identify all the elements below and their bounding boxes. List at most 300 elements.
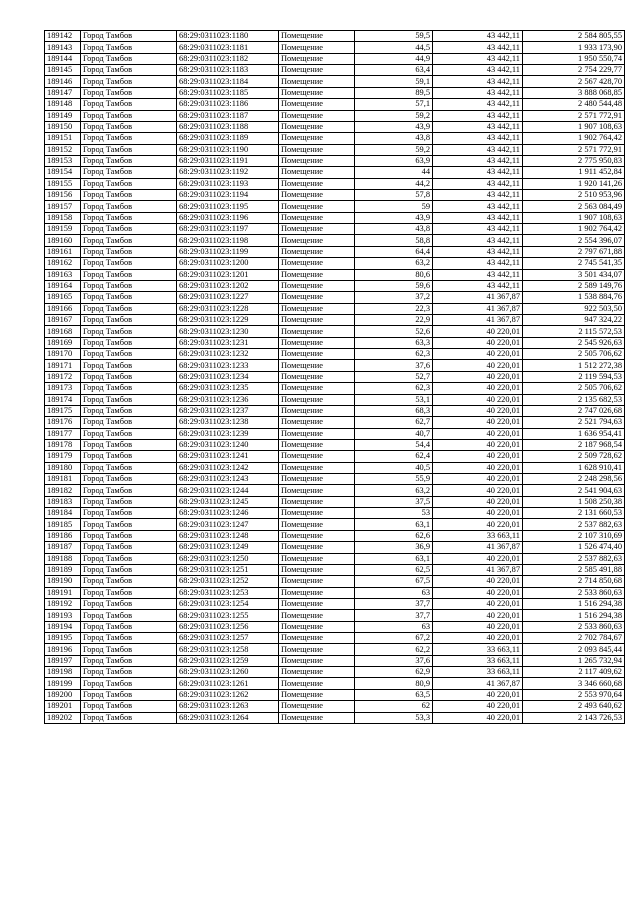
city-cell: Город Тамбов [81,553,177,564]
table-row [45,178,625,189]
table-row [45,530,625,541]
object-type-cell: Помещение [279,360,355,371]
object-type-cell: Помещение [279,349,355,360]
unit-value-cell: 43 442,11 [433,155,523,166]
city-cell: Город Тамбов [81,201,177,212]
object-type-cell: Помещение [279,133,355,144]
unit-value-cell: 40 220,01 [433,576,523,587]
object-type-cell: Помещение [279,280,355,291]
area-cell: 62,3 [355,383,433,394]
table-row [45,451,625,462]
city-cell: Город Тамбов [81,31,177,42]
city-cell: Город Тамбов [81,689,177,700]
row-id-cell: 189189 [45,564,81,575]
object-type-cell: Помещение [279,496,355,507]
row-id-cell: 189178 [45,439,81,450]
table-row [45,201,625,212]
cadastral-number-cell: 68:29:0311023:1229 [177,314,279,325]
cadastral-value-cell: 2 505 706,62 [523,383,625,394]
cadastral-value-cell: 2 187 968,54 [523,439,625,450]
area-cell: 64,4 [355,246,433,257]
row-id-cell: 189145 [45,65,81,76]
row-id-cell: 189195 [45,633,81,644]
cadastral-number-cell: 68:29:0311023:1198 [177,235,279,246]
row-id-cell: 189202 [45,712,81,723]
cadastral-number-cell: 68:29:0311023:1246 [177,508,279,519]
cadastral-value-cell: 1 902 764,42 [523,224,625,235]
object-type-cell: Помещение [279,610,355,621]
cadastral-value-cell: 2 480 544,48 [523,99,625,110]
area-cell: 53 [355,508,433,519]
area-cell: 80,9 [355,678,433,689]
object-type-cell: Помещение [279,417,355,428]
cadastral-value-cell: 1 526 474,40 [523,542,625,553]
cadastral-value-cell: 1 933 173,90 [523,42,625,53]
row-id-cell: 189173 [45,383,81,394]
city-cell: Город Тамбов [81,485,177,496]
table-row [45,553,625,564]
city-cell: Город Тамбов [81,144,177,155]
area-cell: 53,3 [355,712,433,723]
cadastral-number-cell: 68:29:0311023:1256 [177,621,279,632]
unit-value-cell: 40 220,01 [433,701,523,712]
area-cell: 43,8 [355,224,433,235]
area-cell: 62,9 [355,667,433,678]
object-type-cell: Помещение [279,667,355,678]
row-id-cell: 189148 [45,99,81,110]
area-cell: 59,2 [355,144,433,155]
table-row [45,644,625,655]
cadastral-number-cell: 68:29:0311023:1260 [177,667,279,678]
object-type-cell: Помещение [279,519,355,530]
cadastral-number-cell: 68:29:0311023:1188 [177,121,279,132]
object-type-cell: Помещение [279,485,355,496]
row-id-cell: 189177 [45,428,81,439]
object-type-cell: Помещение [279,712,355,723]
cadastral-number-cell: 68:29:0311023:1199 [177,246,279,257]
unit-value-cell: 43 442,11 [433,31,523,42]
table-row [45,485,625,496]
city-cell: Город Тамбов [81,371,177,382]
area-cell: 43,8 [355,133,433,144]
cadastral-number-cell: 68:29:0311023:1250 [177,553,279,564]
unit-value-cell: 43 442,11 [433,99,523,110]
object-type-cell: Помещение [279,655,355,666]
area-cell: 37,5 [355,496,433,507]
object-type-cell: Помещение [279,633,355,644]
city-cell: Город Тамбов [81,644,177,655]
unit-value-cell: 40 220,01 [433,621,523,632]
object-type-cell: Помещение [279,451,355,462]
table-row [45,280,625,291]
object-type-cell: Помещение [279,155,355,166]
city-cell: Город Тамбов [81,508,177,519]
unit-value-cell: 43 442,11 [433,280,523,291]
table-row [45,462,625,473]
row-id-cell: 189197 [45,655,81,666]
cadastral-value-cell: 2 797 671,88 [523,246,625,257]
row-id-cell: 189151 [45,133,81,144]
cadastral-number-cell: 68:29:0311023:1255 [177,610,279,621]
city-cell: Город Тамбов [81,394,177,405]
cadastral-value-cell: 2 754 229,77 [523,65,625,76]
cadastral-value-cell: 2 585 491,88 [523,564,625,575]
row-id-cell: 189191 [45,587,81,598]
row-id-cell: 189146 [45,76,81,87]
area-cell: 63,1 [355,519,433,530]
table-row [45,121,625,132]
table-row [45,428,625,439]
unit-value-cell: 43 442,11 [433,65,523,76]
table-row [45,667,625,678]
row-id-cell: 189172 [45,371,81,382]
cadastral-value-cell: 2 510 953,96 [523,190,625,201]
area-cell: 43,9 [355,212,433,223]
cadastral-number-cell: 68:29:0311023:1228 [177,303,279,314]
city-cell: Город Тамбов [81,235,177,246]
table-row [45,349,625,360]
area-cell: 44 [355,167,433,178]
row-id-cell: 189175 [45,405,81,416]
area-cell: 63,5 [355,689,433,700]
row-id-cell: 189176 [45,417,81,428]
unit-value-cell: 40 220,01 [433,417,523,428]
cadastral-value-cell: 1 628 910,41 [523,462,625,473]
table-row [45,167,625,178]
row-id-cell: 189174 [45,394,81,405]
row-id-cell: 189158 [45,212,81,223]
cadastral-value-cell: 2 545 926,63 [523,337,625,348]
row-id-cell: 189159 [45,224,81,235]
cadastral-number-cell: 68:29:0311023:1257 [177,633,279,644]
cadastral-number-cell: 68:29:0311023:1251 [177,564,279,575]
row-id-cell: 189179 [45,451,81,462]
object-type-cell: Помещение [279,212,355,223]
object-type-cell: Помещение [279,235,355,246]
area-cell: 44,9 [355,53,433,64]
unit-value-cell: 43 442,11 [433,178,523,189]
cadastral-value-cell: 1 508 250,38 [523,496,625,507]
unit-value-cell: 43 442,11 [433,144,523,155]
cadastral-value-cell: 1 902 764,42 [523,133,625,144]
area-cell: 62,6 [355,530,433,541]
object-type-cell: Помещение [279,553,355,564]
cadastral-number-cell: 68:29:0311023:1187 [177,110,279,121]
unit-value-cell: 40 220,01 [433,428,523,439]
table-row [45,269,625,280]
object-type-cell: Помещение [279,110,355,121]
cadastral-value-cell: 2 553 970,64 [523,689,625,700]
city-cell: Город Тамбов [81,65,177,76]
city-cell: Город Тамбов [81,224,177,235]
area-cell: 37,6 [355,655,433,666]
table-row [45,508,625,519]
object-type-cell: Помещение [279,31,355,42]
table-row [45,155,625,166]
table-row [45,496,625,507]
unit-value-cell: 43 442,11 [433,42,523,53]
city-cell: Город Тамбов [81,712,177,723]
city-cell: Город Тамбов [81,519,177,530]
row-id-cell: 189198 [45,667,81,678]
row-id-cell: 189165 [45,292,81,303]
table-row [45,383,625,394]
city-cell: Город Тамбов [81,542,177,553]
object-type-cell: Помещение [279,508,355,519]
table-row [45,337,625,348]
unit-value-cell: 40 220,01 [433,383,523,394]
city-cell: Город Тамбов [81,155,177,166]
table-row [45,303,625,314]
unit-value-cell: 40 220,01 [433,485,523,496]
row-id-cell: 189196 [45,644,81,655]
row-id-cell: 189169 [45,337,81,348]
table-row [45,110,625,121]
unit-value-cell: 40 220,01 [433,496,523,507]
unit-value-cell: 41 367,87 [433,542,523,553]
row-id-cell: 189171 [45,360,81,371]
city-cell: Город Тамбов [81,462,177,473]
area-cell: 53,1 [355,394,433,405]
area-cell: 40,5 [355,462,433,473]
table-row [45,326,625,337]
cadastral-number-cell: 68:29:0311023:1247 [177,519,279,530]
city-cell: Город Тамбов [81,167,177,178]
table-row [45,224,625,235]
row-id-cell: 189199 [45,678,81,689]
object-type-cell: Помещение [279,201,355,212]
cadastral-value-cell: 2 541 904,63 [523,485,625,496]
cadastral-value-cell: 2 747 026,68 [523,405,625,416]
cadastral-number-cell: 68:29:0311023:1197 [177,224,279,235]
row-id-cell: 189187 [45,542,81,553]
row-id-cell: 189200 [45,689,81,700]
object-type-cell: Помещение [279,405,355,416]
cadastral-number-cell: 68:29:0311023:1185 [177,87,279,98]
city-cell: Город Тамбов [81,587,177,598]
cadastral-value-cell: 1 911 452,84 [523,167,625,178]
table-row [45,439,625,450]
cadastral-number-cell: 68:29:0311023:1243 [177,474,279,485]
unit-value-cell: 43 442,11 [433,121,523,132]
area-cell: 57,1 [355,99,433,110]
cadastral-value-cell: 2 571 772,91 [523,110,625,121]
table-row [45,689,625,700]
unit-value-cell: 40 220,01 [433,462,523,473]
area-cell: 54,4 [355,439,433,450]
city-cell: Город Тамбов [81,326,177,337]
area-cell: 52,6 [355,326,433,337]
row-id-cell: 189147 [45,87,81,98]
unit-value-cell: 40 220,01 [433,610,523,621]
city-cell: Город Тамбов [81,42,177,53]
unit-value-cell: 43 442,11 [433,167,523,178]
cadastral-value-cell: 2 135 682,53 [523,394,625,405]
object-type-cell: Помещение [279,394,355,405]
city-cell: Город Тамбов [81,121,177,132]
cadastral-value-cell: 2 107 310,69 [523,530,625,541]
cadastral-number-cell: 68:29:0311023:1241 [177,451,279,462]
cadastral-number-cell: 68:29:0311023:1191 [177,155,279,166]
area-cell: 59,5 [355,31,433,42]
city-cell: Город Тамбов [81,110,177,121]
cadastral-value-cell: 2 117 409,62 [523,667,625,678]
table-row [45,235,625,246]
area-cell: 63,4 [355,65,433,76]
area-cell: 59,2 [355,110,433,121]
cadastral-number-cell: 68:29:0311023:1264 [177,712,279,723]
unit-value-cell: 40 220,01 [433,689,523,700]
row-id-cell: 189181 [45,474,81,485]
table-row [45,701,625,712]
city-cell: Город Тамбов [81,667,177,678]
cadastral-number-cell: 68:29:0311023:1200 [177,258,279,269]
area-cell: 63 [355,621,433,632]
area-cell: 63,9 [355,155,433,166]
city-cell: Город Тамбов [81,451,177,462]
row-id-cell: 189142 [45,31,81,42]
row-id-cell: 189184 [45,508,81,519]
cadastral-value-cell: 2 702 784,67 [523,633,625,644]
unit-value-cell: 43 442,11 [433,76,523,87]
cadastral-number-cell: 68:29:0311023:1180 [177,31,279,42]
table-row [45,360,625,371]
object-type-cell: Помещение [279,144,355,155]
unit-value-cell: 43 442,11 [433,224,523,235]
row-id-cell: 189160 [45,235,81,246]
object-type-cell: Помещение [279,576,355,587]
object-type-cell: Помещение [279,53,355,64]
area-cell: 37,2 [355,292,433,303]
object-type-cell: Помещение [279,258,355,269]
cadastral-value-cell: 1 950 550,74 [523,53,625,64]
object-type-cell: Помещение [279,587,355,598]
cadastral-value-cell: 922 503,50 [523,303,625,314]
cadastral-number-cell: 68:29:0311023:1259 [177,655,279,666]
cadastral-number-cell: 68:29:0311023:1253 [177,587,279,598]
cadastral-value-cell: 2 533 860,63 [523,621,625,632]
city-cell: Город Тамбов [81,474,177,485]
object-type-cell: Помещение [279,644,355,655]
city-cell: Город Тамбов [81,212,177,223]
cadastral-value-cell: 1 907 108,63 [523,212,625,223]
area-cell: 52,7 [355,371,433,382]
object-type-cell: Помещение [279,462,355,473]
cadastral-number-cell: 68:29:0311023:1238 [177,417,279,428]
object-type-cell: Помещение [279,439,355,450]
table-row [45,610,625,621]
row-id-cell: 189166 [45,303,81,314]
table-row [45,371,625,382]
city-cell: Город Тамбов [81,87,177,98]
cadastral-value-cell: 2 745 541,35 [523,258,625,269]
area-cell: 59 [355,201,433,212]
table-row [45,144,625,155]
row-id-cell: 189161 [45,246,81,257]
city-cell: Город Тамбов [81,701,177,712]
cadastral-value-cell: 2 131 660,53 [523,508,625,519]
row-id-cell: 189157 [45,201,81,212]
city-cell: Город Тамбов [81,360,177,371]
city-cell: Город Тамбов [81,576,177,587]
unit-value-cell: 40 220,01 [433,508,523,519]
row-id-cell: 189149 [45,110,81,121]
object-type-cell: Помещение [279,65,355,76]
city-cell: Город Тамбов [81,314,177,325]
table-row [45,519,625,530]
object-type-cell: Помещение [279,701,355,712]
cadastral-value-cell: 2 248 298,56 [523,474,625,485]
cadastral-value-cell: 947 324,22 [523,314,625,325]
row-id-cell: 189193 [45,610,81,621]
city-cell: Город Тамбов [81,564,177,575]
unit-value-cell: 43 442,11 [433,212,523,223]
object-type-cell: Помещение [279,371,355,382]
city-cell: Город Тамбов [81,383,177,394]
area-cell: 36,9 [355,542,433,553]
unit-value-cell: 40 220,01 [433,451,523,462]
object-type-cell: Помещение [279,428,355,439]
unit-value-cell: 43 442,11 [433,235,523,246]
table-row [45,678,625,689]
area-cell: 22,3 [355,303,433,314]
table-row [45,190,625,201]
row-id-cell: 189162 [45,258,81,269]
unit-value-cell: 40 220,01 [433,633,523,644]
cadastral-number-cell: 68:29:0311023:1194 [177,190,279,201]
unit-value-cell: 40 220,01 [433,337,523,348]
area-cell: 63 [355,587,433,598]
object-type-cell: Помещение [279,76,355,87]
city-cell: Город Тамбов [81,178,177,189]
cadastral-number-cell: 68:29:0311023:1235 [177,383,279,394]
object-type-cell: Помещение [279,326,355,337]
cadastral-value-cell: 3 888 068,85 [523,87,625,98]
cadastral-value-cell: 2 521 794,63 [523,417,625,428]
cadastral-number-cell: 68:29:0311023:1232 [177,349,279,360]
cadastral-number-cell: 68:29:0311023:1189 [177,133,279,144]
unit-value-cell: 40 220,01 [433,349,523,360]
cadastral-value-cell: 1 516 294,38 [523,598,625,609]
row-id-cell: 189150 [45,121,81,132]
unit-value-cell: 40 220,01 [433,371,523,382]
area-cell: 89,5 [355,87,433,98]
cadastral-number-cell: 68:29:0311023:1261 [177,678,279,689]
unit-value-cell: 43 442,11 [433,133,523,144]
object-type-cell: Помещение [279,474,355,485]
cadastral-number-cell: 68:29:0311023:1239 [177,428,279,439]
unit-value-cell: 33 663,11 [433,655,523,666]
table-row [45,474,625,485]
city-cell: Город Тамбов [81,678,177,689]
table-row [45,87,625,98]
area-cell: 37,7 [355,598,433,609]
area-cell: 37,6 [355,360,433,371]
cadastral-number-cell: 68:29:0311023:1242 [177,462,279,473]
table-row [45,621,625,632]
cadastral-number-cell: 68:29:0311023:1237 [177,405,279,416]
object-type-cell: Помещение [279,292,355,303]
city-cell: Город Тамбов [81,598,177,609]
cadastral-value-cell: 1 516 294,38 [523,610,625,621]
cadastral-number-cell: 68:29:0311023:1192 [177,167,279,178]
city-cell: Город Тамбов [81,292,177,303]
table-body [45,31,625,724]
area-cell: 68,3 [355,405,433,416]
city-cell: Город Тамбов [81,621,177,632]
row-id-cell: 189185 [45,519,81,530]
cadastral-number-cell: 68:29:0311023:1263 [177,701,279,712]
